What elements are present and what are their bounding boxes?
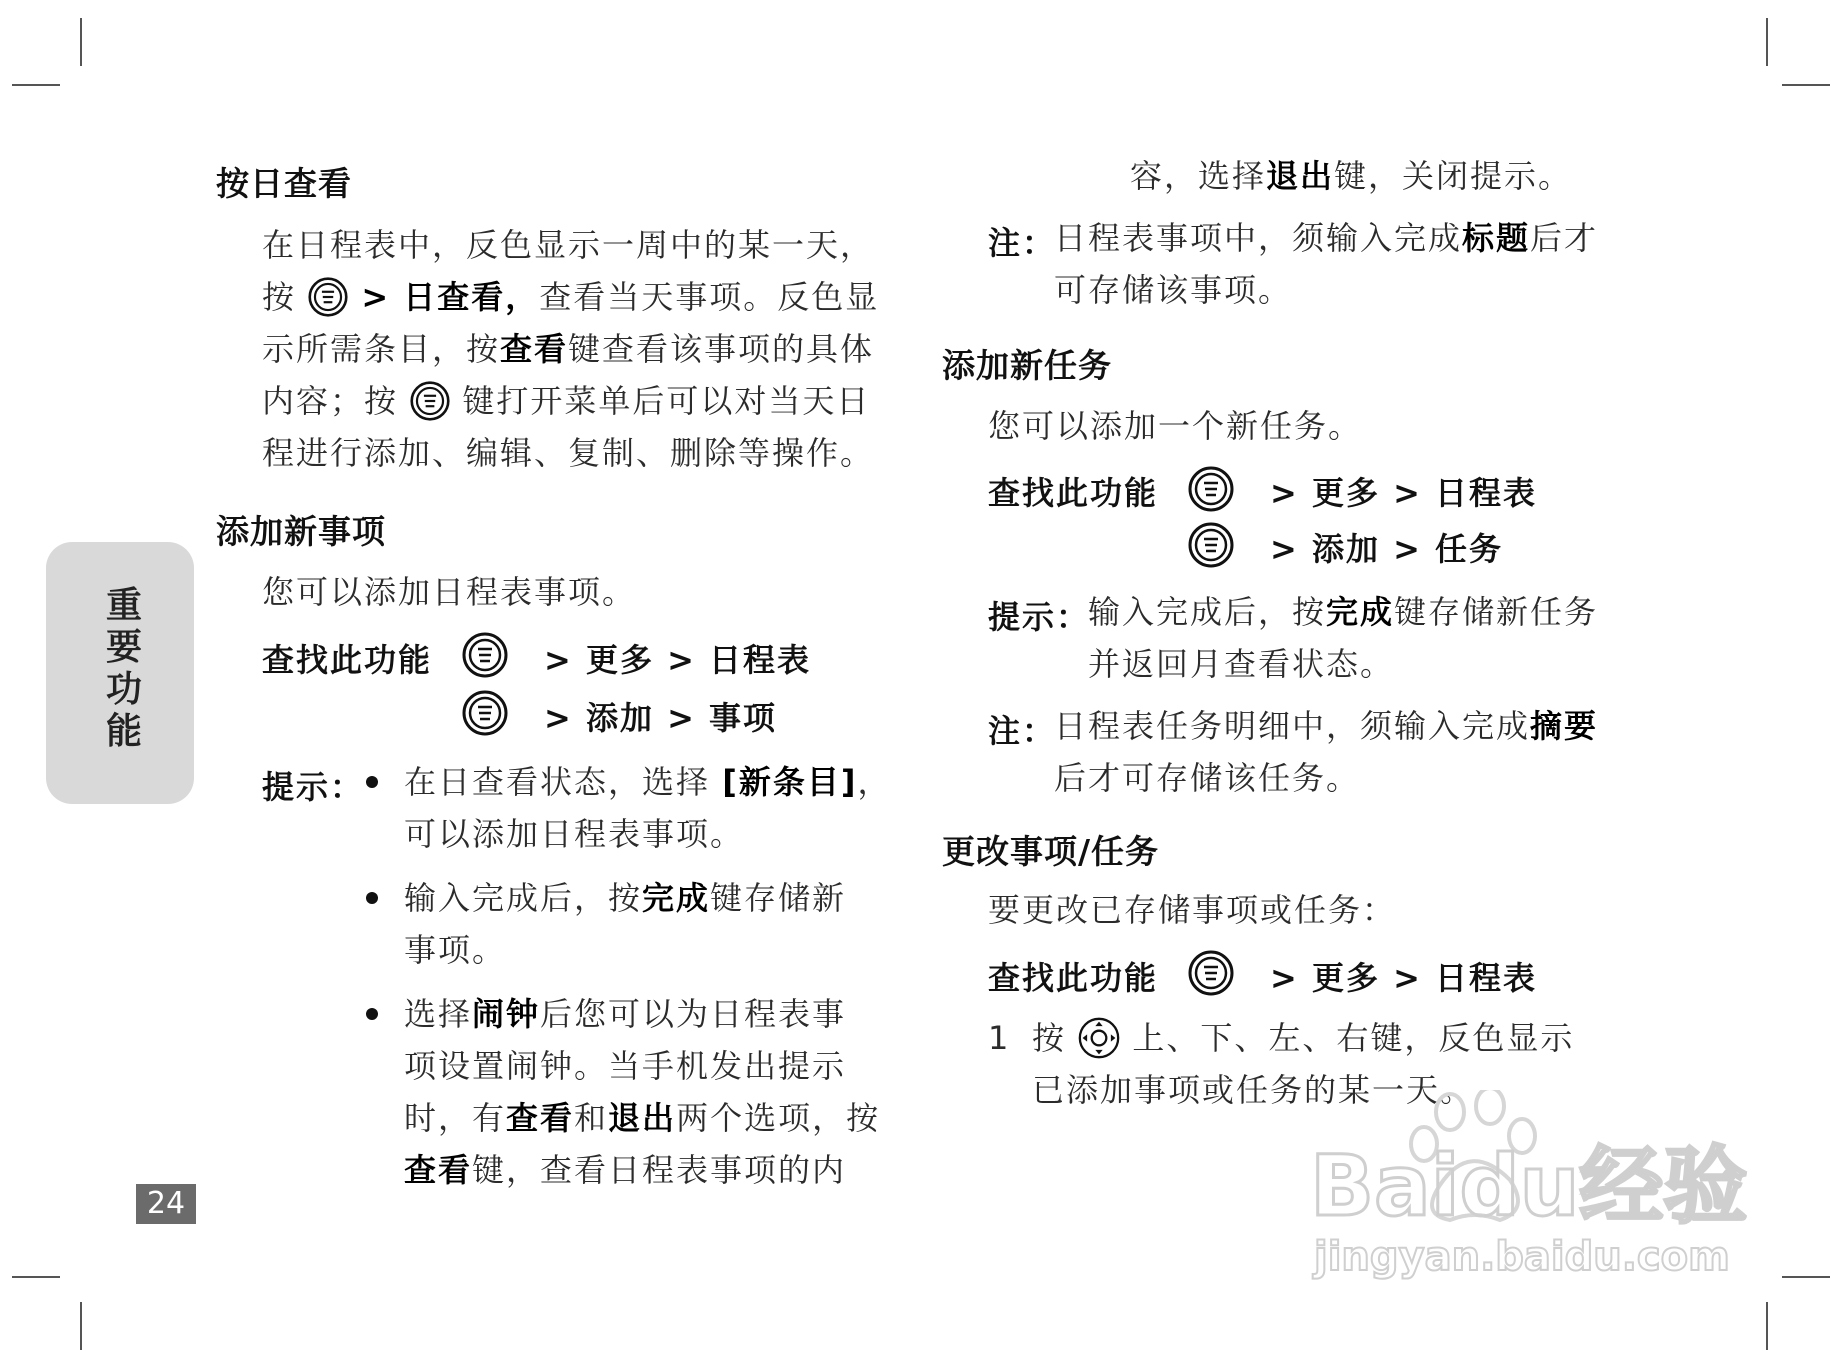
text-run: 后才 [1530, 219, 1599, 257]
text-line [1088, 586, 1648, 638]
crop-mark [1782, 84, 1830, 86]
text-line [404, 756, 904, 808]
text-line [1054, 264, 1614, 316]
text-run: 两个选项，按 [676, 1099, 881, 1137]
menu-key-icon [1188, 522, 1234, 568]
side-tab-label: 重要功能 [105, 585, 142, 752]
menu-key-icon [308, 277, 348, 317]
menu-key-icon [410, 381, 450, 421]
text-run: 时，有 [404, 1099, 507, 1137]
crop-mark [80, 18, 82, 66]
text-line [1054, 212, 1614, 264]
watermark-url: jingyan.baidu.com [1314, 1234, 1730, 1280]
text-run: 在日程表中，反色显示一周中的某一天， [262, 226, 875, 264]
text-line [1054, 700, 1654, 752]
step-number: 1 [988, 1019, 1011, 1057]
text-line [404, 808, 904, 860]
text-run: 示所需条目，按 [262, 330, 501, 368]
bold-term: 完成 [642, 879, 711, 917]
paragraph-add-event: 您可以添加日程表事项。 [262, 573, 637, 611]
bold-term: 闹钟 [472, 995, 541, 1033]
page-number: 24 [136, 1184, 196, 1224]
text-line [404, 988, 904, 1040]
text-run: 后您可以为日程表事 [540, 995, 847, 1033]
find-function-label: 查找此功能 [988, 959, 1159, 997]
text-run: 按 [1032, 1019, 1079, 1057]
text-run: 键打开菜单后可以对当天日 [450, 382, 871, 420]
text-run: 输入完成后，按 [1088, 593, 1327, 631]
bold-term: 退出 [608, 1099, 677, 1137]
find-path-add-event: > 添加 > 事项 [544, 699, 778, 737]
text-run: 可以添加日程表事项。 [404, 815, 745, 853]
text-run: 上、下、左、右键，反色显示 [1120, 1019, 1575, 1057]
bold-term: 日查看， [403, 278, 540, 316]
find-function-label: 查找此功能 [262, 641, 433, 679]
text-run: ， [857, 763, 892, 801]
text-run: 可存储该事项。 [1054, 271, 1293, 309]
bullet-dot [366, 892, 378, 904]
find-path-more-calendar: > 更多 > 日程表 [1270, 474, 1538, 512]
bold-term: > [348, 278, 404, 316]
text-line [262, 323, 882, 375]
text-run: 和 [574, 1099, 609, 1137]
bold-term: 查看 [500, 330, 569, 368]
bullet-dot [366, 1008, 378, 1020]
find-path-add-task: > 添加 > 任务 [1270, 530, 1504, 568]
text-run: 内容；按 [262, 382, 411, 420]
text-line [262, 219, 882, 271]
note-label: 注： [988, 224, 1057, 262]
find-path-more-calendar: > 更多 > 日程表 [1270, 959, 1538, 997]
text-run: 选择 [404, 995, 473, 1033]
text-run: 键存储新 [710, 879, 847, 917]
heading-add-task: 添加新任务 [942, 346, 1112, 385]
text-line [1054, 752, 1654, 804]
text-run: 输入完成后，按 [404, 879, 643, 917]
nav-key-icon [1078, 1017, 1120, 1059]
text-run: 日程表任务明细中，须输入完成 [1054, 707, 1531, 745]
text-line [1088, 638, 1648, 690]
paragraph-view-by-day [262, 219, 882, 479]
text-run: 日程表事项中，须输入完成 [1054, 219, 1463, 257]
text-line [404, 924, 904, 976]
text-run: 容，选择 [1130, 157, 1267, 195]
text-run: 按 [262, 278, 309, 316]
crop-mark [12, 84, 60, 86]
note-task-summary [1054, 700, 1654, 804]
text-run: 项设置闹钟。当手机发出提示 [404, 1047, 847, 1085]
text-run: 后才可存储该任务。 [1054, 759, 1361, 797]
tip-label: 提示： [262, 768, 365, 806]
tip-task-done [1088, 586, 1648, 690]
baidu-watermark-logo [1300, 1090, 1760, 1300]
bold-term: 查看 [404, 1151, 473, 1189]
crop-mark [12, 1276, 60, 1278]
crop-mark [1766, 1302, 1768, 1350]
heading-view-by-day: 按日查看 [216, 164, 352, 203]
tip-label: 提示： [988, 598, 1091, 636]
bold-term: 完成 [1326, 593, 1395, 631]
text-run: 事项。 [404, 931, 507, 969]
tip-bullet-3 [404, 988, 904, 1196]
text-line [1130, 150, 1730, 202]
menu-key-icon [462, 632, 508, 678]
menu-key-icon [462, 690, 508, 736]
text-line [1032, 1012, 1652, 1064]
text-run: 在日查看状态，选择 [404, 763, 723, 801]
note-event-title [1054, 212, 1614, 316]
bold-term: 标题 [1462, 219, 1531, 257]
paragraph-continued [1130, 150, 1730, 202]
text-run: 程进行添加、编辑、复制、删除等操作。 [262, 434, 875, 472]
find-path-more-calendar: > 更多 > 日程表 [544, 641, 812, 679]
bold-term: 摘要 [1530, 707, 1599, 745]
note-label: 注： [988, 712, 1057, 750]
text-run: 键，查看日程表事项的内 [472, 1151, 847, 1189]
text-line [404, 1092, 904, 1144]
text-line [262, 427, 882, 479]
text-run: 键，关闭提示。 [1334, 157, 1573, 195]
bold-term: 退出 [1266, 157, 1335, 195]
text-run: 键存储新任务 [1394, 593, 1599, 631]
bullet-dot [366, 776, 378, 788]
text-run: 已添加事项或任务的某一天。 [1032, 1071, 1475, 1109]
heading-add-event: 添加新事项 [216, 512, 386, 551]
crop-mark [1766, 18, 1768, 66]
crop-mark [1782, 1276, 1830, 1278]
text-run: 键查看该事项的具体 [568, 330, 875, 368]
crop-mark [80, 1302, 82, 1350]
text-line [404, 1144, 904, 1196]
menu-key-icon [1188, 950, 1234, 996]
menu-key-icon [1188, 466, 1234, 512]
tip-bullet-1 [404, 756, 904, 860]
paragraph-change-event-task: 要更改已存储事项或任务： [988, 891, 1397, 929]
text-run: 查看当天事项。反色显 [539, 278, 880, 316]
heading-change-event-task: 更改事项/任务 [942, 832, 1160, 871]
paragraph-add-task: 您可以添加一个新任务。 [988, 407, 1363, 445]
text-run: 并返回月查看状态。 [1088, 645, 1395, 683]
tip-bullet-2 [404, 872, 904, 976]
text-line [404, 1040, 904, 1092]
text-line [262, 375, 882, 427]
find-function-label: 查找此功能 [988, 474, 1159, 512]
bold-term: [新条目] [722, 763, 858, 801]
text-line [262, 271, 882, 323]
watermark-brand: Baidu经验 [1310, 1137, 1748, 1235]
bold-term: 查看 [506, 1099, 575, 1137]
text-line [404, 872, 904, 924]
